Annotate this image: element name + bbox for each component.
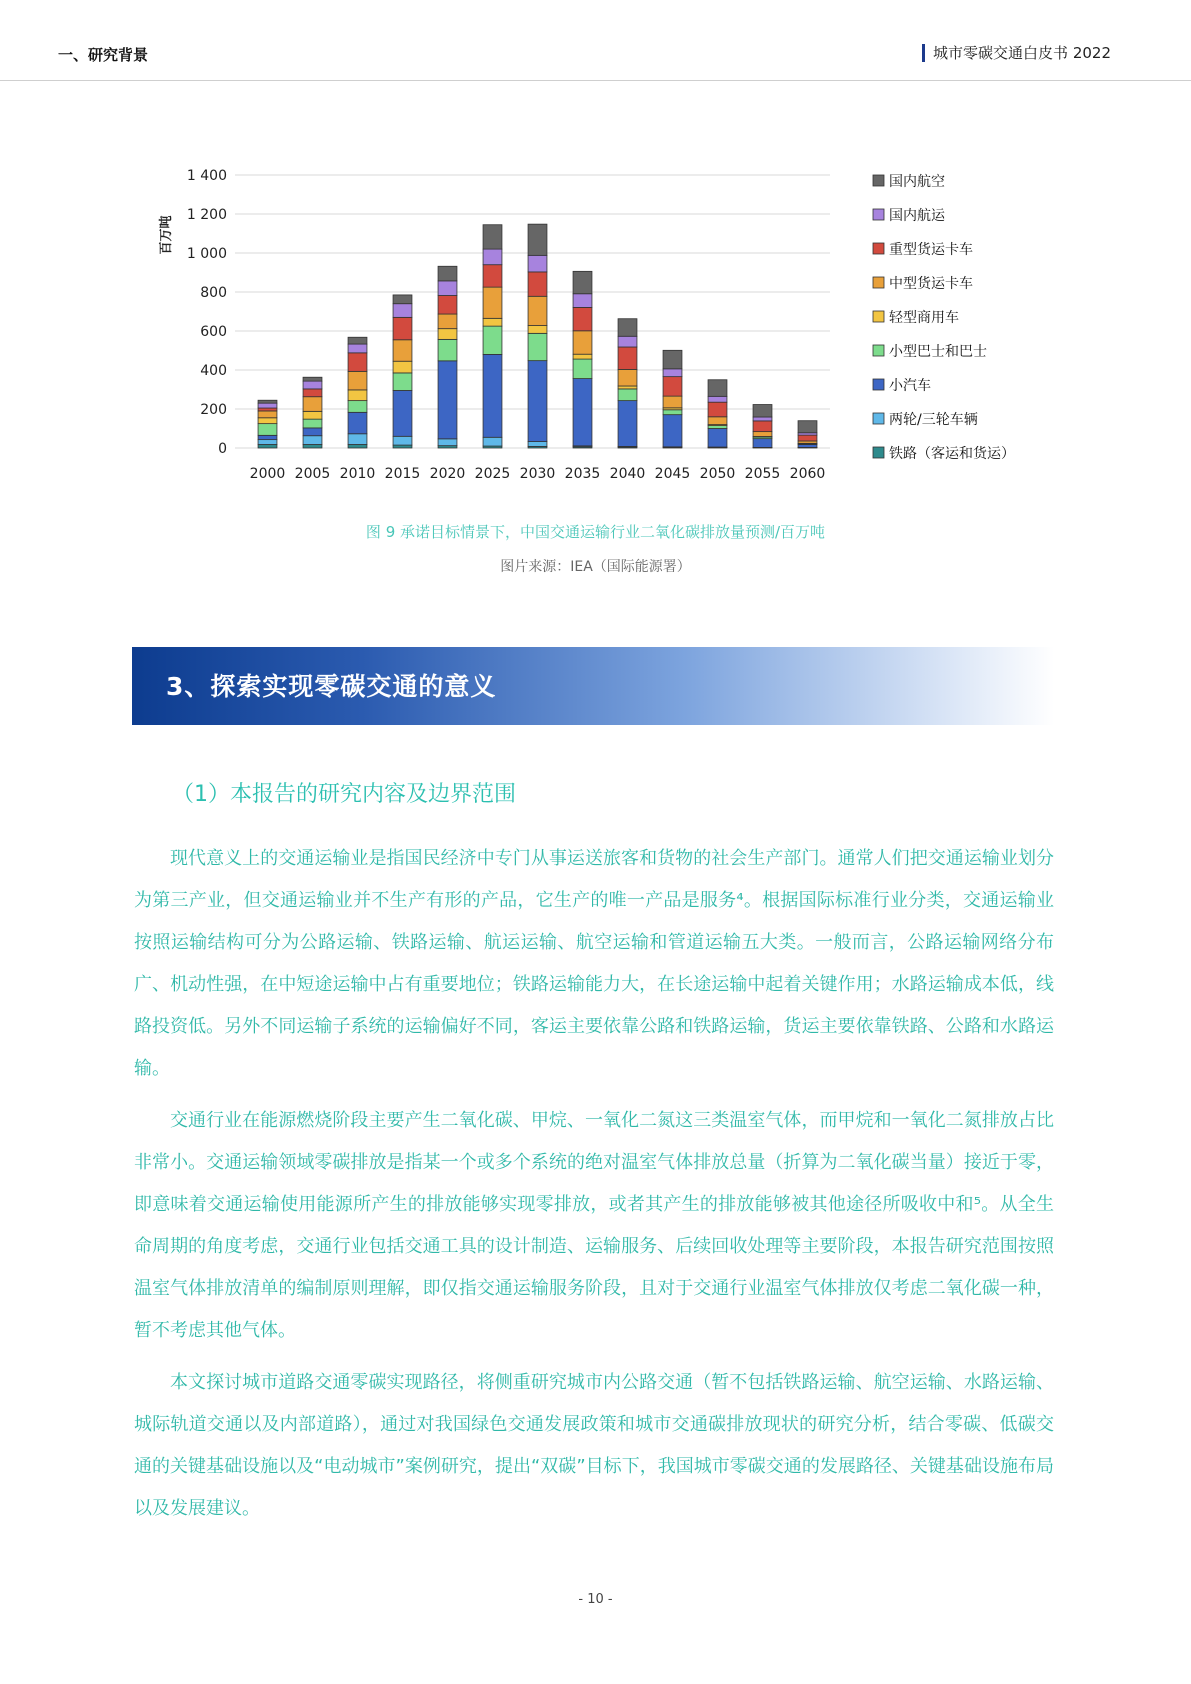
bar-segment (573, 331, 592, 354)
bar-segment (528, 224, 547, 255)
bar-segment (483, 318, 502, 326)
y-axis-label: 百万吨 (159, 215, 174, 255)
bar-segment (573, 307, 592, 330)
bar-segment (258, 411, 277, 418)
bar-segment (753, 421, 772, 432)
bar-segment (573, 354, 592, 359)
bar-segment (753, 405, 772, 417)
legend-label: 重型货运卡车 (889, 242, 973, 258)
bar-segment (438, 296, 457, 315)
body-paragraph-1: 现代意义上的交通运输业是指国民经济中专门从事运送旅客和货物的社会生产部门。通常人们把交通运输业划分为第三产业，但交通运输业并不生产有形的产品，它生产的唯一产品是服务⁴。根据国际标准行业分类，交通运输业按照运输结构可分为公路运输、铁路运输、航运运输、航空运输和管道运输五大类。一般而言，公路运输网络分布广、机动性强，在中短途运输中占有重要地位；铁路运输能力大，在长途运输中起着关键作用；水路运输成本低，线路投资低。另外不同运输子系统的运输偏好不同，客运主要依靠公路和铁路运输，货运主要依靠铁路、公路和水路运输。 (134, 848, 1054, 1079)
bar-segment (753, 439, 772, 448)
bar-segment (348, 401, 367, 413)
bar-segment (483, 225, 502, 249)
y-tick-label: 1 400 (186, 168, 227, 184)
bar-segment (573, 359, 592, 379)
bar-segment (708, 402, 727, 417)
y-tick-label: 600 (200, 324, 227, 340)
y-tick-label: 200 (200, 402, 227, 418)
legend-label: 国内航空 (889, 174, 945, 190)
bar-segment (258, 403, 277, 408)
bar-segment (798, 421, 817, 433)
bar-segment (438, 361, 457, 439)
y-tick-label: 0 (218, 441, 227, 457)
bar-segment (438, 266, 457, 281)
bar-segment (303, 411, 322, 419)
x-tick-label: 2045 (654, 466, 691, 482)
legend-label: 小汽车 (889, 378, 931, 394)
figure-caption: 图 9 承诺目标情景下，中国交通运输行业二氧化碳排放量预测/百万吨 (365, 523, 826, 541)
x-tick-label: 2015 (384, 466, 421, 482)
bar-segment (348, 390, 367, 401)
bar-segment (348, 371, 367, 390)
x-tick-label: 2025 (474, 466, 511, 482)
legend-swatch (873, 413, 884, 424)
bar-segment (348, 344, 367, 353)
bar-segment (483, 437, 502, 446)
legend-swatch (873, 175, 884, 186)
bar-segment (303, 419, 322, 428)
bar-segment (663, 415, 682, 447)
bar-segment (258, 435, 277, 439)
bar-segment (618, 336, 637, 347)
bar-segment (618, 347, 637, 369)
bar-segment (753, 432, 772, 437)
legend-label: 轻型商用车 (889, 310, 959, 326)
bar-segment (438, 314, 457, 329)
legend-swatch (873, 243, 884, 254)
x-tick-label: 2005 (294, 466, 331, 482)
legend-swatch (873, 345, 884, 356)
bar-segment (348, 412, 367, 433)
section-title: 3、探索实现零碳交通的意义 (166, 672, 497, 701)
bar-segment (573, 271, 592, 293)
bar-segment (708, 417, 727, 425)
bar-segment (483, 265, 502, 287)
bar-segment (708, 380, 727, 397)
bar-segment (483, 287, 502, 318)
bar-segment (663, 377, 682, 397)
bar-segment (258, 418, 277, 424)
bar-segment (573, 379, 592, 446)
bar-segment (348, 353, 367, 372)
header-section-label: 一、研究背景 (58, 46, 149, 64)
x-tick-label: 2050 (699, 466, 736, 482)
bar-segment (438, 339, 457, 360)
bar-segment (393, 390, 412, 436)
bar-segment (708, 429, 727, 448)
bar-segment (348, 444, 367, 448)
bar-segment (573, 294, 592, 308)
bar-segment (618, 401, 637, 447)
bar-segment (258, 440, 277, 445)
bar-segment (528, 296, 547, 325)
subsection-title: （1）本报告的研究内容及边界范围 (172, 782, 516, 807)
legend-swatch (873, 277, 884, 288)
y-tick-label: 800 (200, 285, 227, 301)
x-tick-label: 2060 (789, 466, 826, 482)
x-tick-label: 2000 (249, 466, 286, 482)
bar-segment (528, 442, 547, 447)
bar-segment (438, 439, 457, 446)
bar-segment (393, 295, 412, 304)
bar-segment (528, 255, 547, 272)
bar-segment (708, 426, 727, 429)
bar-segment (528, 326, 547, 334)
bar-segment (528, 272, 547, 296)
header-doc-title: 城市零碳交通白皮书 2022 (922, 44, 1111, 62)
bar-segment (393, 340, 412, 361)
bar-segment (753, 417, 772, 421)
bar-segment (798, 444, 817, 447)
bar-segment (618, 389, 637, 401)
bar-segment (708, 396, 727, 402)
bar-segment (438, 281, 457, 296)
bar-segment (483, 354, 502, 437)
bar-segment (663, 396, 682, 408)
bar-segment (483, 326, 502, 354)
x-tick-label: 2020 (429, 466, 466, 482)
page-number: - 10 - (578, 1592, 613, 1607)
legend-label: 铁路（客运和货运） (889, 446, 1015, 462)
bar-segment (303, 397, 322, 412)
bar-segment (303, 428, 322, 436)
emissions-chart (150, 158, 1050, 488)
section-banner (132, 647, 1054, 725)
legend-label: 两轮/三轮车辆 (889, 412, 978, 428)
bar-segment (303, 381, 322, 389)
bar-segment (438, 329, 457, 340)
bar-segment (393, 436, 412, 445)
bar-segment (393, 317, 412, 339)
bar-segment (528, 333, 547, 360)
bar-segment (663, 369, 682, 377)
bar-segment (618, 386, 637, 389)
bar-segment (798, 435, 817, 441)
x-tick-label: 2010 (339, 466, 376, 482)
y-tick-label: 1 200 (186, 207, 227, 223)
bar-segment (258, 400, 277, 403)
bar-segment (303, 377, 322, 381)
body-paragraph-2: 交通行业在能源燃烧阶段主要产生二氧化碳、甲烷、一氧化二氮这三类温室气体，而甲烷和一氧化二氮排放占比非常小。交通运输领域零碳排放是指某一个或多个系统的绝对温室气体排放总量（折算为二氧化碳当量）接近于零，即意味着交通运输使用能源所产生的排放能够实现零排放，或者其产生的排放能够被其他途径所吸收中和⁵。从全生命周期的角度考虑，交通行业包括交通工具的设计制造、运输服务、后续回收处理等主要阶段，本报告研究范围按照温室气体排放清单的编制原则理解，即仅指交通运输服务阶段，且对于交通行业温室气体排放仅考虑二氧化碳一种，暂不考虑其他气体。 (134, 1110, 1054, 1341)
bar-segment (393, 304, 412, 318)
legend-label: 国内航运 (889, 208, 945, 224)
bar-segment (663, 350, 682, 369)
bar-segment (618, 319, 637, 337)
bar-segment (348, 434, 367, 445)
bar-segment (303, 436, 322, 445)
legend-label: 小型巴士和巴士 (889, 344, 987, 360)
bar-segment (483, 249, 502, 265)
y-tick-label: 400 (200, 363, 227, 379)
legend-swatch (873, 311, 884, 322)
bar-segment (348, 337, 367, 344)
legend-swatch (873, 209, 884, 220)
bar-segment (258, 424, 277, 436)
bar-segment (528, 361, 547, 442)
bar-segment (258, 444, 277, 448)
bar-segment (618, 369, 637, 386)
bar-segment (303, 444, 322, 448)
x-tick-label: 2035 (564, 466, 601, 482)
legend-label: 中型货运卡车 (889, 276, 973, 292)
x-tick-label: 2030 (519, 466, 556, 482)
bar-segment (303, 389, 322, 397)
bar-segment (393, 373, 412, 391)
bar-segment (663, 410, 682, 415)
header-divider (0, 80, 1191, 81)
legend-swatch (873, 379, 884, 390)
bar-segment (258, 408, 277, 411)
bar-segment (393, 361, 412, 373)
legend-swatch (873, 447, 884, 458)
x-tick-label: 2055 (744, 466, 781, 482)
bar-segment (393, 445, 412, 448)
x-tick-label: 2040 (609, 466, 646, 482)
body-paragraph-3: 本文探讨城市道路交通零碳实现路径，将侧重研究城市内公路交通（暂不包括铁路运输、航空运输、水路运输、城际轨道交通以及内部道路），通过对我国绿色交通发展政策和城市交通碳排放现状的研究分析，结合零碳、低碳交通的关键基础设施以及“电动城市”案例研究，提出“双碳”目标下，我国城市零碳交通的发展路径、关键基础设施布局以及发展建议。 (134, 1372, 1054, 1519)
y-tick-label: 1 000 (186, 246, 227, 262)
figure-source: 图片来源：IEA（国际能源署） (500, 559, 691, 575)
emissions-chart-svg (150, 158, 1050, 488)
